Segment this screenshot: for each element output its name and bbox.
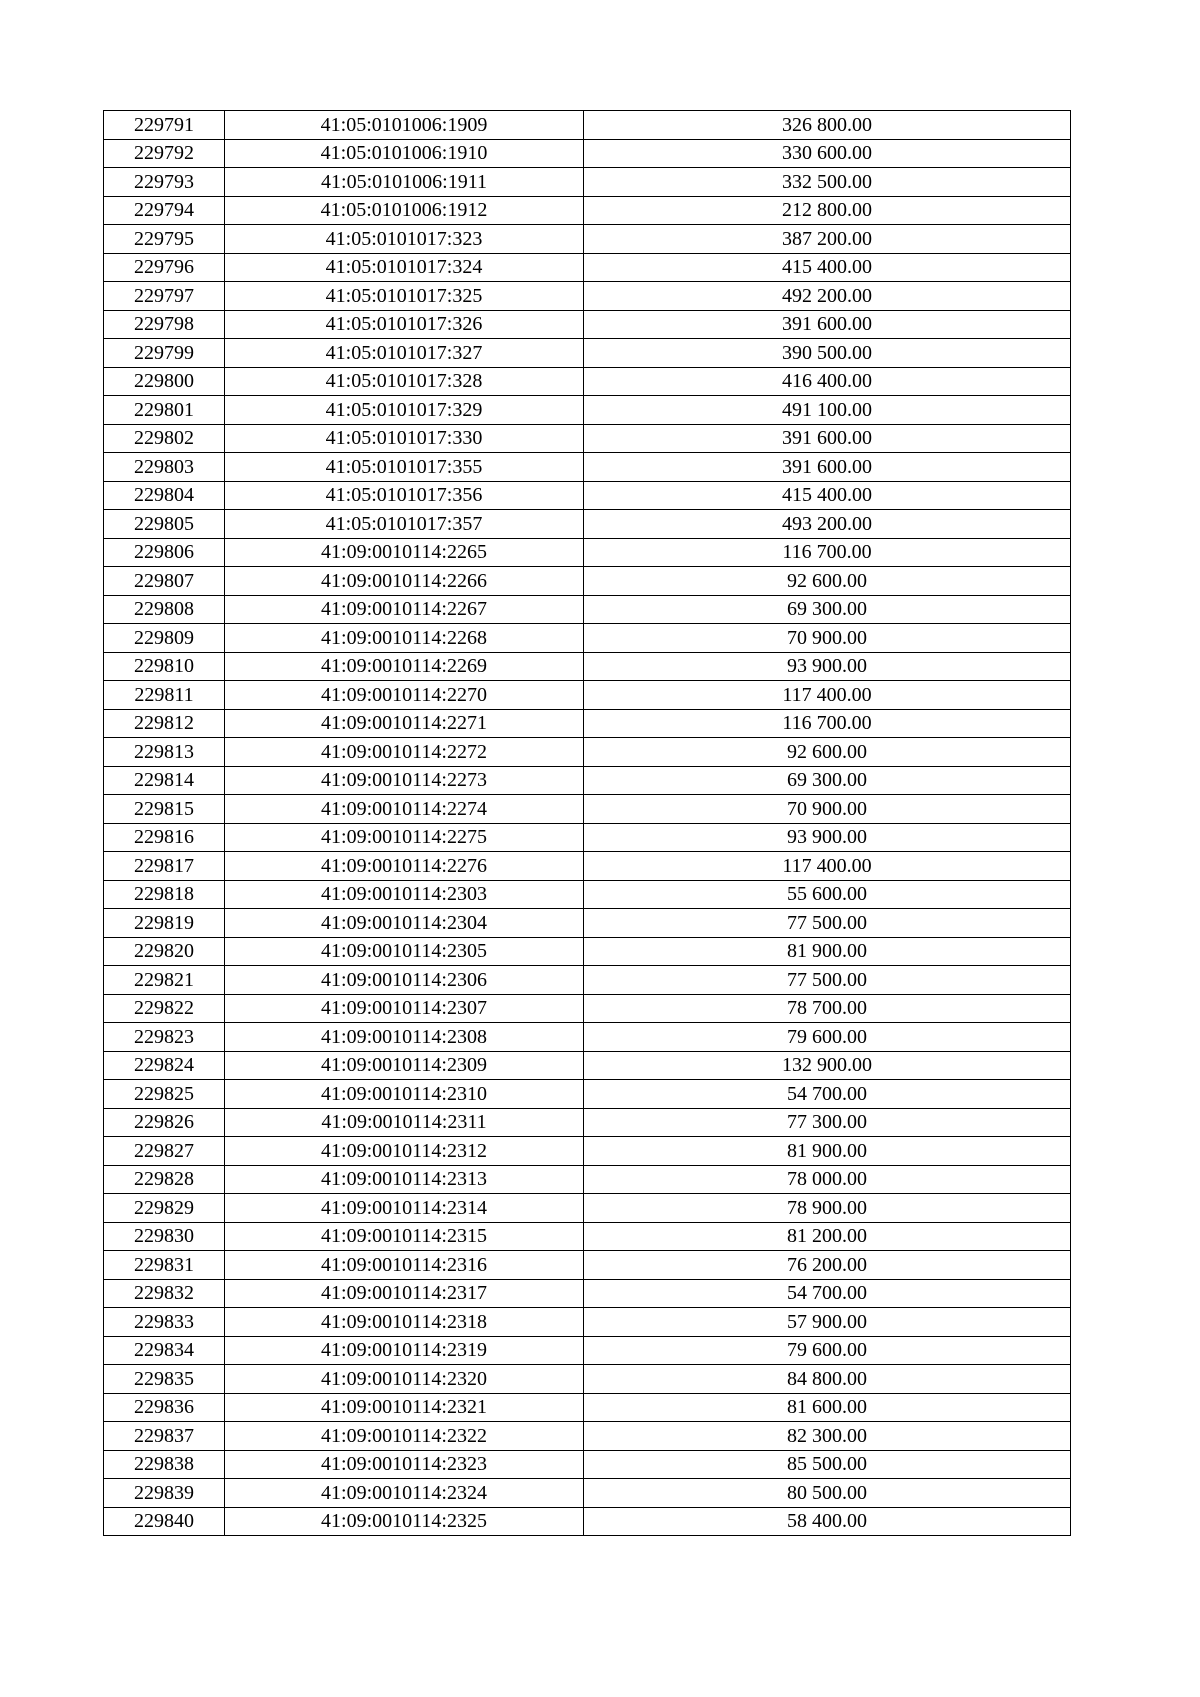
table-row [104,709,1071,738]
cadastral-value-cell: 54 700.00 [584,1080,1071,1109]
table-row [104,567,1071,596]
cadastral-value-cell: 492 200.00 [584,282,1071,311]
cadastral-value-cell: 77 500.00 [584,966,1071,995]
row-number-cell: 229819 [104,909,225,938]
cadastral-number-cell: 41:09:0010114:2270 [225,681,584,710]
cadastral-value-cell: 415 400.00 [584,253,1071,282]
table-row [104,1422,1071,1451]
row-number-cell: 229840 [104,1507,225,1536]
row-number-cell: 229839 [104,1479,225,1508]
row-number-cell: 229809 [104,624,225,653]
table-row [104,1507,1071,1536]
row-number-cell: 229832 [104,1279,225,1308]
row-number-cell: 229828 [104,1165,225,1194]
cadastral-number-cell: 41:09:0010114:2325 [225,1507,584,1536]
cadastral-value-cell: 491 100.00 [584,396,1071,425]
row-number-cell: 229821 [104,966,225,995]
row-number-cell: 229796 [104,253,225,282]
cadastral-number-cell: 41:09:0010114:2315 [225,1222,584,1251]
table-row [104,1479,1071,1508]
cadastral-value-cell: 79 600.00 [584,1023,1071,1052]
cadastral-number-cell: 41:09:0010114:2311 [225,1108,584,1137]
cadastral-value-cell: 416 400.00 [584,367,1071,396]
cadastral-number-cell: 41:09:0010114:2268 [225,624,584,653]
cadastral-number-cell: 41:05:0101017:323 [225,225,584,254]
row-number-cell: 229816 [104,823,225,852]
cadastral-number-cell: 41:09:0010114:2303 [225,880,584,909]
row-number-cell: 229835 [104,1365,225,1394]
cadastral-number-cell: 41:09:0010114:2304 [225,909,584,938]
table-row [104,1308,1071,1337]
row-number-cell: 229837 [104,1422,225,1451]
row-number-cell: 229833 [104,1308,225,1337]
table-row [104,1251,1071,1280]
row-number-cell: 229838 [104,1450,225,1479]
table-row [104,966,1071,995]
cadastral-number-cell: 41:05:0101017:328 [225,367,584,396]
cadastral-number-cell: 41:09:0010114:2272 [225,738,584,767]
cadastral-value-cell: 92 600.00 [584,738,1071,767]
table-row [104,510,1071,539]
cadastral-value-cell: 391 600.00 [584,310,1071,339]
row-number-cell: 229801 [104,396,225,425]
table-row [104,196,1071,225]
table-row [104,1051,1071,1080]
cadastral-value-cell: 116 700.00 [584,709,1071,738]
cadastral-number-cell: 41:09:0010114:2316 [225,1251,584,1280]
cadastral-value-table [103,110,1071,1536]
cadastral-number-cell: 41:09:0010114:2310 [225,1080,584,1109]
cadastral-number-cell: 41:05:0101017:330 [225,424,584,453]
row-number-cell: 229825 [104,1080,225,1109]
cadastral-number-cell: 41:09:0010114:2273 [225,766,584,795]
cadastral-value-cell: 81 900.00 [584,937,1071,966]
row-number-cell: 229805 [104,510,225,539]
table-row [104,538,1071,567]
cadastral-value-cell: 70 900.00 [584,624,1071,653]
cadastral-value-cell: 80 500.00 [584,1479,1071,1508]
table-row [104,823,1071,852]
cadastral-value-cell: 132 900.00 [584,1051,1071,1080]
cadastral-value-cell: 79 600.00 [584,1336,1071,1365]
cadastral-number-cell: 41:09:0010114:2320 [225,1365,584,1394]
cadastral-number-cell: 41:09:0010114:2322 [225,1422,584,1451]
cadastral-value-cell: 84 800.00 [584,1365,1071,1394]
table-row [104,624,1071,653]
cadastral-number-cell: 41:05:0101017:326 [225,310,584,339]
cadastral-value-cell: 391 600.00 [584,424,1071,453]
cadastral-value-cell: 493 200.00 [584,510,1071,539]
cadastral-value-cell: 387 200.00 [584,225,1071,254]
cadastral-number-cell: 41:09:0010114:2313 [225,1165,584,1194]
cadastral-value-cell: 116 700.00 [584,538,1071,567]
cadastral-number-cell: 41:09:0010114:2275 [225,823,584,852]
row-number-cell: 229824 [104,1051,225,1080]
cadastral-value-cell: 69 300.00 [584,766,1071,795]
cadastral-value-cell: 76 200.00 [584,1251,1071,1280]
cadastral-number-cell: 41:05:0101017:327 [225,339,584,368]
table-row [104,1365,1071,1394]
row-number-cell: 229817 [104,852,225,881]
table-row [104,1108,1071,1137]
table-row [104,453,1071,482]
table-row [104,1023,1071,1052]
cadastral-number-cell: 41:09:0010114:2317 [225,1279,584,1308]
row-number-cell: 229827 [104,1137,225,1166]
table-row [104,1165,1071,1194]
row-number-cell: 229791 [104,111,225,140]
row-number-cell: 229810 [104,652,225,681]
cadastral-number-cell: 41:09:0010114:2274 [225,795,584,824]
row-number-cell: 229802 [104,424,225,453]
cadastral-number-cell: 41:05:0101017:325 [225,282,584,311]
table-row [104,111,1071,140]
cadastral-value-cell: 54 700.00 [584,1279,1071,1308]
table-row [104,852,1071,881]
table-row [104,795,1071,824]
table-row [104,909,1071,938]
cadastral-value-cell: 78 700.00 [584,994,1071,1023]
cadastral-value-cell: 332 500.00 [584,168,1071,197]
table-row [104,1393,1071,1422]
cadastral-value-cell: 92 600.00 [584,567,1071,596]
row-number-cell: 229820 [104,937,225,966]
row-number-cell: 229806 [104,538,225,567]
table-row [104,1336,1071,1365]
table-row [104,1222,1071,1251]
cadastral-number-cell: 41:09:0010114:2276 [225,852,584,881]
table-row [104,139,1071,168]
row-number-cell: 229812 [104,709,225,738]
table-row [104,738,1071,767]
table-row [104,282,1071,311]
table-row [104,225,1071,254]
cadastral-value-cell: 69 300.00 [584,595,1071,624]
cadastral-number-cell: 41:05:0101006:1910 [225,139,584,168]
cadastral-value-cell: 81 600.00 [584,1393,1071,1422]
table-row [104,253,1071,282]
cadastral-number-cell: 41:09:0010114:2308 [225,1023,584,1052]
cadastral-number-cell: 41:09:0010114:2314 [225,1194,584,1223]
table-row [104,339,1071,368]
row-number-cell: 229799 [104,339,225,368]
cadastral-number-cell: 41:05:0101006:1909 [225,111,584,140]
table-row [104,937,1071,966]
table-row [104,481,1071,510]
table-row [104,310,1071,339]
row-number-cell: 229808 [104,595,225,624]
cadastral-value-cell: 326 800.00 [584,111,1071,140]
cadastral-value-cell: 390 500.00 [584,339,1071,368]
cadastral-number-cell: 41:05:0101017:324 [225,253,584,282]
row-number-cell: 229831 [104,1251,225,1280]
cadastral-number-cell: 41:09:0010114:2269 [225,652,584,681]
cadastral-number-cell: 41:09:0010114:2318 [225,1308,584,1337]
cadastral-number-cell: 41:09:0010114:2267 [225,595,584,624]
cadastral-number-cell: 41:09:0010114:2265 [225,538,584,567]
row-number-cell: 229818 [104,880,225,909]
cadastral-value-cell: 93 900.00 [584,652,1071,681]
cadastral-number-cell: 41:09:0010114:2307 [225,994,584,1023]
cadastral-number-cell: 41:09:0010114:2305 [225,937,584,966]
row-number-cell: 229813 [104,738,225,767]
row-number-cell: 229823 [104,1023,225,1052]
cadastral-value-cell: 85 500.00 [584,1450,1071,1479]
table-body [104,111,1071,1536]
cadastral-number-cell: 41:09:0010114:2309 [225,1051,584,1080]
cadastral-number-cell: 41:05:0101017:356 [225,481,584,510]
row-number-cell: 229836 [104,1393,225,1422]
row-number-cell: 229826 [104,1108,225,1137]
table-row [104,424,1071,453]
row-number-cell: 229793 [104,168,225,197]
cadastral-value-cell: 55 600.00 [584,880,1071,909]
cadastral-value-cell: 57 900.00 [584,1308,1071,1337]
table-row [104,880,1071,909]
table-row [104,994,1071,1023]
row-number-cell: 229822 [104,994,225,1023]
row-number-cell: 229814 [104,766,225,795]
row-number-cell: 229795 [104,225,225,254]
table-row [104,168,1071,197]
row-number-cell: 229811 [104,681,225,710]
table-row [104,367,1071,396]
row-number-cell: 229829 [104,1194,225,1223]
row-number-cell: 229794 [104,196,225,225]
cadastral-number-cell: 41:09:0010114:2306 [225,966,584,995]
table-row [104,1137,1071,1166]
cadastral-number-cell: 41:09:0010114:2271 [225,709,584,738]
cadastral-value-cell: 93 900.00 [584,823,1071,852]
cadastral-value-cell: 391 600.00 [584,453,1071,482]
row-number-cell: 229834 [104,1336,225,1365]
cadastral-number-cell: 41:05:0101017:329 [225,396,584,425]
row-number-cell: 229807 [104,567,225,596]
cadastral-value-cell: 81 900.00 [584,1137,1071,1166]
cadastral-value-cell: 330 600.00 [584,139,1071,168]
table-row [104,396,1071,425]
cadastral-value-cell: 82 300.00 [584,1422,1071,1451]
cadastral-value-cell: 70 900.00 [584,795,1071,824]
cadastral-value-cell: 78 900.00 [584,1194,1071,1223]
cadastral-number-cell: 41:09:0010114:2266 [225,567,584,596]
row-number-cell: 229800 [104,367,225,396]
table-row [104,1194,1071,1223]
row-number-cell: 229830 [104,1222,225,1251]
table-row [104,652,1071,681]
cadastral-number-cell: 41:05:0101006:1912 [225,196,584,225]
cadastral-value-cell: 415 400.00 [584,481,1071,510]
row-number-cell: 229797 [104,282,225,311]
cadastral-value-cell: 78 000.00 [584,1165,1071,1194]
cadastral-value-cell: 58 400.00 [584,1507,1071,1536]
cadastral-number-cell: 41:09:0010114:2319 [225,1336,584,1365]
cadastral-value-cell: 117 400.00 [584,852,1071,881]
cadastral-number-cell: 41:05:0101006:1911 [225,168,584,197]
cadastral-number-cell: 41:09:0010114:2324 [225,1479,584,1508]
cadastral-number-cell: 41:05:0101017:357 [225,510,584,539]
cadastral-value-cell: 212 800.00 [584,196,1071,225]
table-row [104,681,1071,710]
row-number-cell: 229803 [104,453,225,482]
cadastral-value-cell: 81 200.00 [584,1222,1071,1251]
table-row [104,1450,1071,1479]
cadastral-number-cell: 41:09:0010114:2321 [225,1393,584,1422]
cadastral-number-cell: 41:09:0010114:2323 [225,1450,584,1479]
table-row [104,1279,1071,1308]
table-row [104,1080,1071,1109]
cadastral-value-cell: 117 400.00 [584,681,1071,710]
cadastral-value-cell: 77 300.00 [584,1108,1071,1137]
cadastral-number-cell: 41:05:0101017:355 [225,453,584,482]
cadastral-number-cell: 41:09:0010114:2312 [225,1137,584,1166]
row-number-cell: 229815 [104,795,225,824]
table-row [104,595,1071,624]
row-number-cell: 229804 [104,481,225,510]
row-number-cell: 229792 [104,139,225,168]
row-number-cell: 229798 [104,310,225,339]
table-row [104,766,1071,795]
cadastral-value-cell: 77 500.00 [584,909,1071,938]
